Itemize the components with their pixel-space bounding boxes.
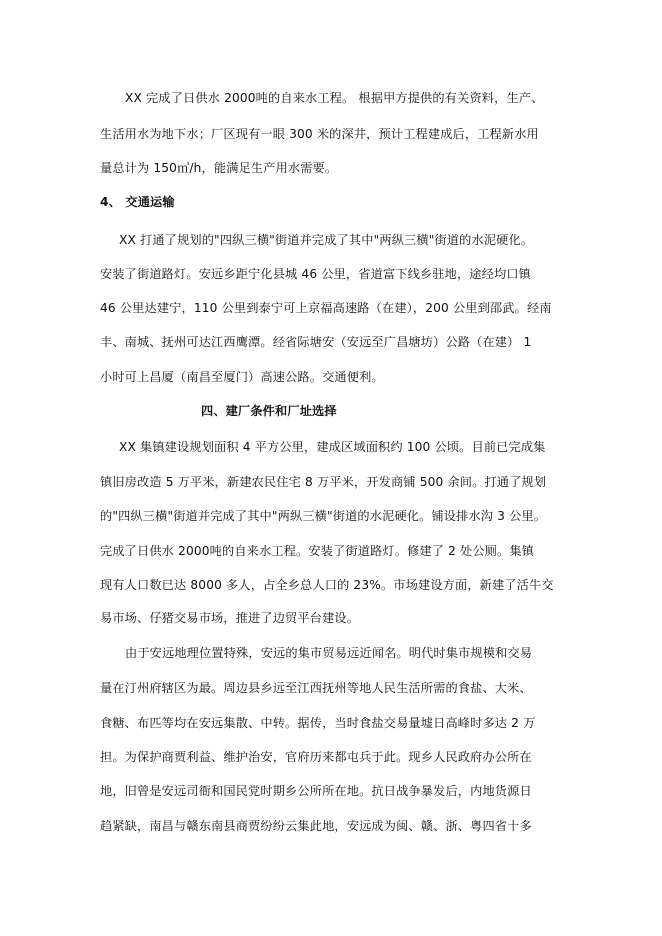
paragraph-town-line-1: XX 集镇建设规划面积 4 平方公里，建成区域面积约 100 公顷。目前已完成集 (119, 440, 546, 454)
paragraph-town-line-6: 易市场、仔猪交易市场，推进了边贸平台建设。 (100, 611, 360, 625)
paragraph-water-line-3: 量总计为 150㎥/h，能满足生产用水需要。 (100, 161, 338, 175)
paragraph-history-line-3: 食糖、布匹等均在安远集散、中转。据传，当时食盐交易量墟日高峰时多达 2 万 (100, 716, 536, 730)
section-heading-site-selection: 四、建厂条件和厂址选择 (201, 404, 337, 418)
paragraph-transport-line-3: 46 公里达建宁，110 公里到泰宁可上京福高速路（在建），200 公里到邵武。经南 (100, 301, 552, 315)
paragraph-town-line-3: 的"四纵三横"街道并完成了其中"两纵三横"街道的水泥硬化。铺设排水沟 3 公里。 (100, 509, 547, 523)
paragraph-transport-line-4: 丰、南城、抚州可达江西鹰潭。经省际塘安（安远至广昌塘坊）公路（在建） 1 (100, 335, 532, 349)
paragraph-history-line-4: 担。为保护商贾利益、维护治安，官府历来都屯兵于此。现乡人民政府办公所在 (100, 750, 532, 764)
paragraph-water-line-2: 生活用水为地下水；厂区现有一眼 300 米的深井，预计工程建成后，工程新水用 (100, 127, 539, 141)
paragraph-town-line-4: 完成了日供水 2000吨的自来水工程。安装了街道路灯。修建了 2 处公厕。集镇 (100, 544, 535, 558)
paragraph-history-line-5: 地，旧曾是安远司衙和国民党时期乡公所所在地。抗日战争暴发后，内地货源日 (100, 784, 532, 798)
paragraph-transport-line-5: 小时可上昌厦（南昌至厦门）高速公路。交通便利。 (100, 370, 384, 384)
paragraph-town-line-2: 镇旧房改造 5 万平米，新建农民住宅 8 万平米，开发商铺 500 余间。打通了规划 (100, 475, 547, 489)
paragraph-town-line-5: 现有人口数已达 8000 多人，占全乡总人口的 23%。市场建设方面，新建了活牛交 (100, 578, 554, 592)
paragraph-history-line-1: 由于安远地理位置特殊，安远的集市贸易远近闻名。明代时集市规模和交易 (125, 646, 533, 660)
paragraph-transport-line-2: 安装了街道路灯。安远乡距宁化县城 46 公里，省道富下线乡驻地，途经均口镇 (100, 267, 531, 281)
paragraph-water-line-1: XX 完成了日供水 2000吨的自来水工程。 根据甲方提供的有关资料，生产、 (125, 91, 544, 105)
paragraph-history-line-6: 趋紧缺，南昌与赣东南县商贾纷纷云集此地，安远成为闽、赣、浙、粤四省十多 (100, 819, 532, 833)
paragraph-transport-line-1: XX 打通了规划的"四纵三横"街道并完成了其中"两纵三横"街道的水泥硬化。 (119, 233, 534, 247)
section-heading-transport: 4、 交通运输 (100, 195, 175, 209)
paragraph-history-line-2: 量在汀州府辖区为最。周边县乡远至江西抚州等地人民生活所需的食盐、大米、 (100, 681, 532, 695)
